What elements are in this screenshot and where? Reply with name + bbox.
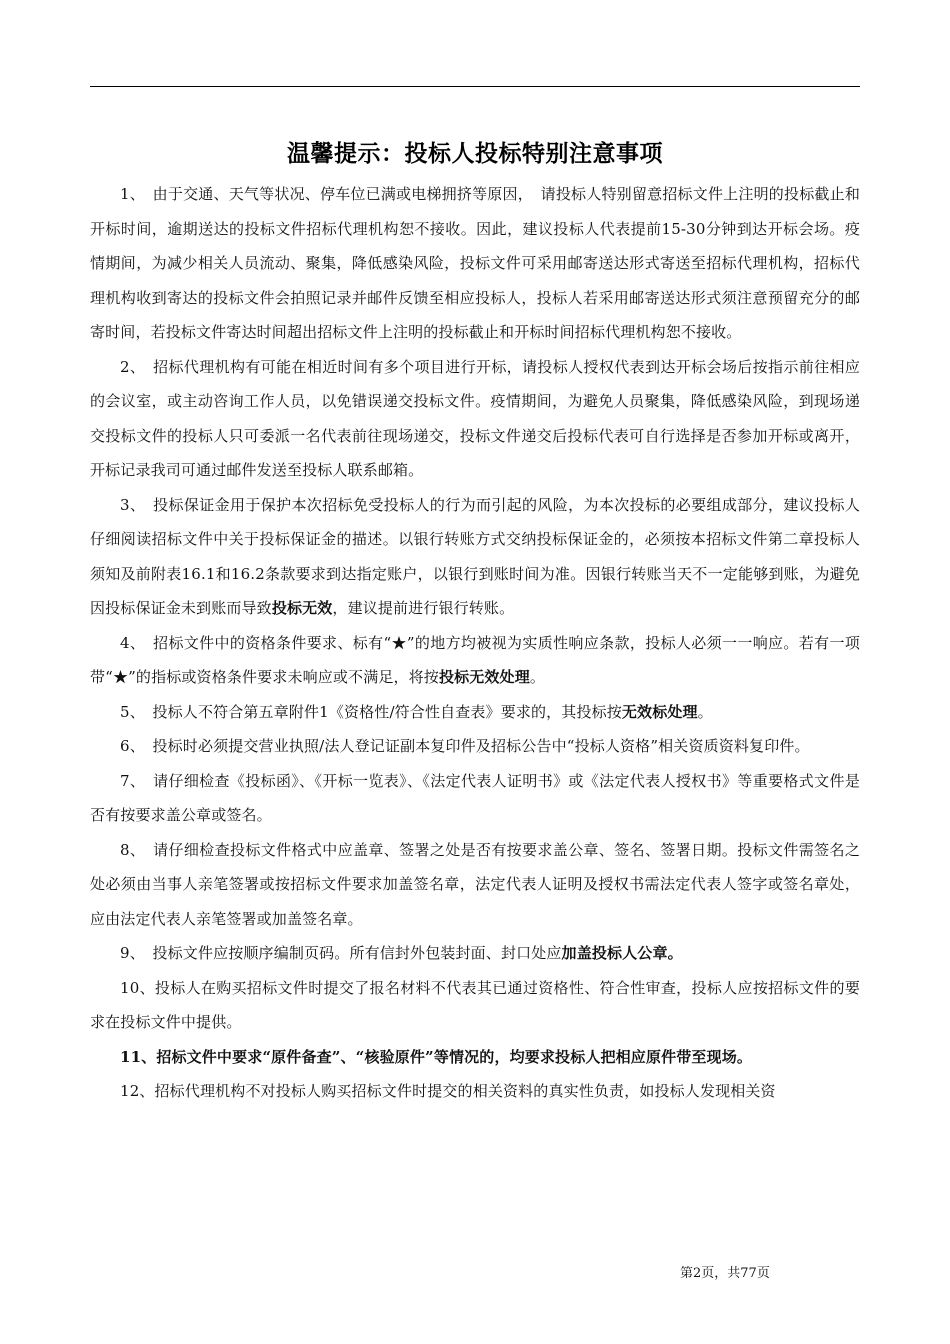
emphasis-text: 加盖投标人公章。 [561, 944, 683, 962]
notice-item-9 [90, 936, 860, 971]
body-text: 10、投标人在购买招标文件时提交了报名材料不代表其已通过资格性、符合性审查，投标人应按招标文件的要求在投标文件中提供。 [90, 978, 860, 1031]
body-text: 6、 投标时必须提交营业执照/法人登记证副本复印件及招标公告中“投标人资格”相关资质资料复印件。 [120, 737, 810, 755]
body-text: 3、 投标保证金用于保护本次招标免受投标人的行为而引起的风险，为本次投标的必要组成部分，建议投标人仔细阅读招标文件中关于投标保证金的描述。以银行转账方式交纳投标保证金的，必须按本招标文件第二章投标人须知及前附表16.1和16.2条款要求到达指定账户，以银行到账时间为准。因银行转账当天不一定能够到账，为避免因投标保证金未到账而导致 [90, 495, 860, 617]
emphasis-text: 无效标处理 [621, 702, 698, 721]
body-text: 。 [697, 702, 713, 721]
page-title: 温馨提示：投标人投标特别注意事项 [287, 141, 663, 168]
page-number: 第2页，共77页 [680, 1266, 770, 1281]
emphasis-text: 11、招标文件中要求“原件备查”、“核验原件”等情况的，均要求投标人把相应原件带至现场。 [120, 1047, 752, 1066]
notice-item-3 [90, 488, 860, 626]
header-rule [90, 86, 860, 87]
notice-item-12 [90, 1074, 860, 1109]
body-text: 2、 招标代理机构有可能在相近时间有多个项目进行开标，请投标人授权代表到达开标会场后按指示前往相应的会议室，或主动咨询工作人员，以免错误递交投标文件。疫情期间，为避免人员聚集，降低感染风险，到现场递交投标文件的投标人只可委派一名代表前往现场递交，投标文件递交后投标代表可自行选择是否参加开标或离开，开标记录我司可通过邮件发送至投标人联系邮箱。 [90, 357, 860, 479]
notice-item-8 [90, 833, 860, 937]
notice-item-1 [90, 177, 860, 350]
body-text: 。 [529, 668, 546, 686]
notice-item-5 [90, 695, 860, 730]
notice-item-7 [90, 764, 860, 833]
body-text: 7、 请仔细检查《投标函》、《开标一览表》、《法定代表人证明书》或《法定代表人授权书》等重要格式文件是否有按要求盖公章或签名。 [90, 771, 860, 824]
body-text: ，建议提前进行银行转账。 [332, 599, 515, 617]
body-text: 8、 请仔细检查投标文件格式中应盖章、签署之处是否有按要求盖公章、签名、签署日期。投标文件需签名之处必须由当事人亲笔签署或按招标文件要求加盖签名章，法定代表人证明及授权书需法定代表人签字或签名章处，应由法定代表人亲笔签署或加盖签名章。 [90, 840, 860, 928]
notice-item-11 [90, 1040, 860, 1075]
notice-item-4 [90, 626, 860, 695]
body-text: 5、 投标人不符合第五章附件1《资格性/符合性自查表》要求的，其投标按 [120, 702, 622, 721]
body-text: 9、 投标文件应按顺序编制页码。所有信封外包装封面、封口处应 [120, 944, 562, 962]
notice-body [90, 177, 860, 1109]
body-text: 12、招标代理机构不对投标人购买招标文件时提交的相关资料的真实性负责，如投标人发现相关资 [120, 1082, 776, 1100]
emphasis-text: 投标无效 [271, 599, 333, 617]
notice-item-10 [90, 971, 860, 1040]
body-text: 4、 招标文件中的资格条件要求、标有“★”的地方均被视为实质性响应条款，投标人必须一一响应。若有一项带“★”的指标或资格条件要求未响应或不满足，将按 [90, 633, 860, 686]
body-text: 1、 由于交通、天气等状况、停车位已满或电梯拥挤等原因， 请投标人特别留意招标文件上注明的投标截止和开标时间，逾期送达的投标文件招标代理机构恕不接收。因此，建议投标人代表提前15-30分钟到达开标会场。疫情期间，为减少相关人员流动、聚集，降低感染风险，投标文件可采用邮寄送达形式寄送至招标代理机构，招标代理机构收到寄达的投标文件会拍照记录并邮件反馈至相应投标人，投标人若采用邮寄送达形式须注意预留充分的邮寄时间，若投标文件寄达时间超出招标文件上注明的投标截止和开标时间招标代理机构恕不接收。 [90, 185, 860, 341]
emphasis-text: 投标无效处理 [438, 668, 530, 686]
notice-item-6 [90, 729, 860, 764]
notice-item-2 [90, 350, 860, 488]
